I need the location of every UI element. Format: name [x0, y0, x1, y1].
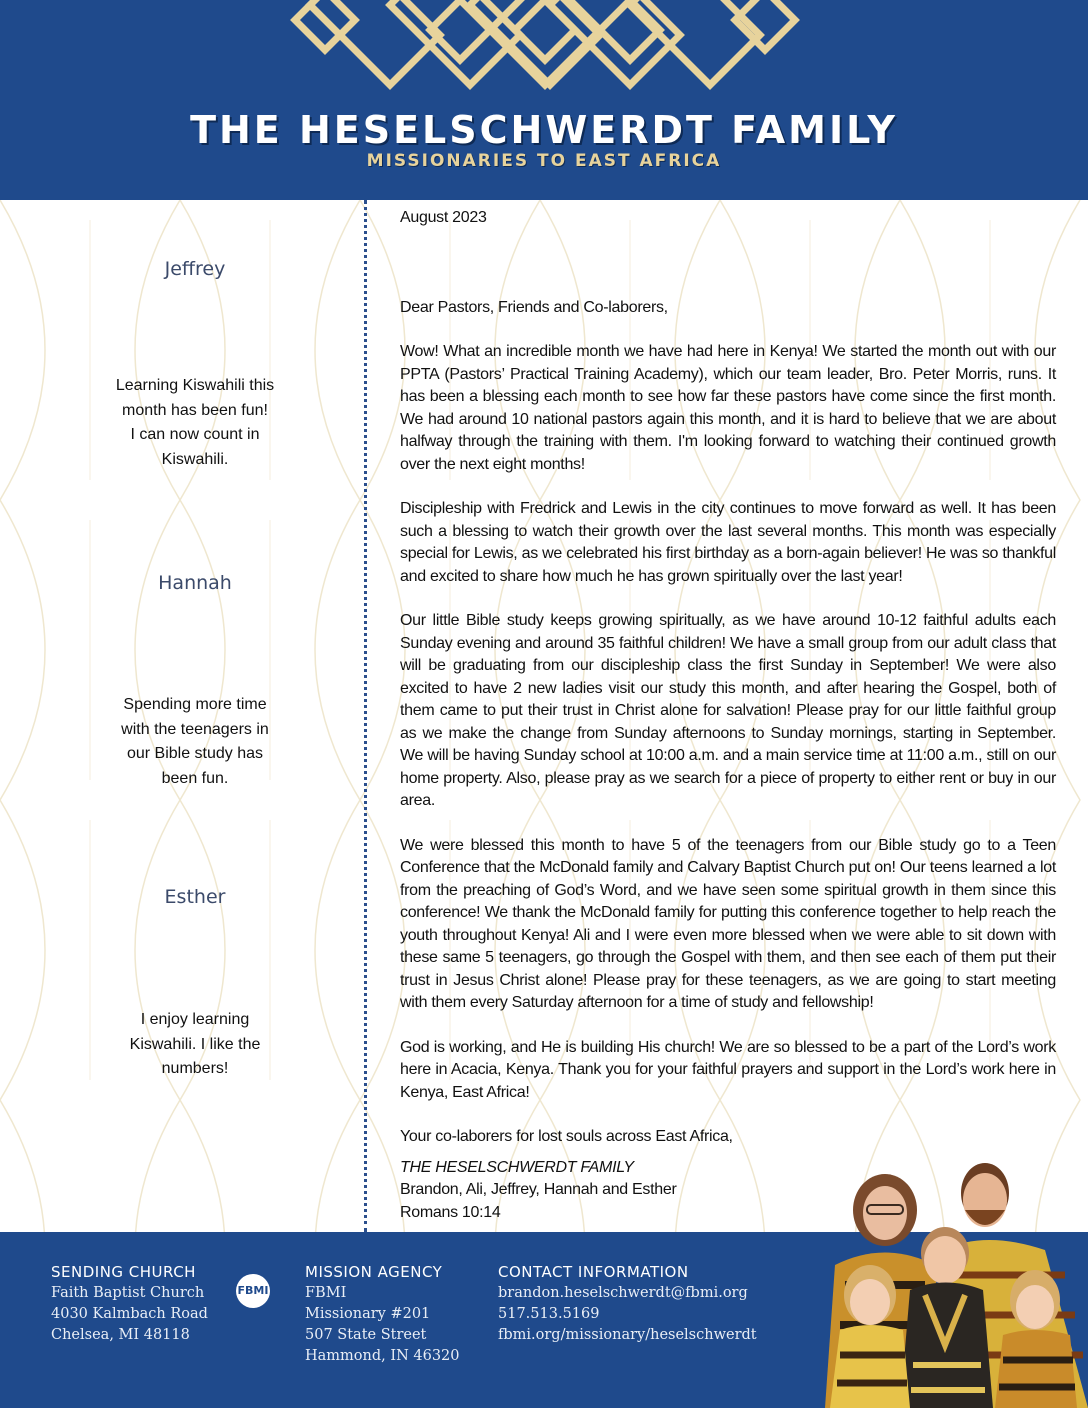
mission-agency-block: [305, 1262, 460, 1367]
contact-website[interactable]: fbmi.org/missionary/heselschwerdt: [498, 1327, 757, 1343]
photo-garment: [995, 1330, 1077, 1408]
footer-line: FBMI: [305, 1285, 347, 1301]
sending-church-block: [51, 1262, 208, 1346]
family-subtitle: MISSIONARIES TO EAST AFRICA: [366, 151, 722, 171]
letter-date: August 2023: [400, 209, 487, 226]
signature-verse: Romans 10:14: [400, 1203, 501, 1221]
kid-note-esther: [100, 1008, 290, 1082]
letter-greeting: Dear Pastors, Friends and Co-laborers,: [400, 298, 668, 316]
footer-line: Faith Baptist Church: [51, 1285, 205, 1301]
mission-agency-heading: MISSION AGENCY: [305, 1263, 443, 1281]
footer-line: Chelsea, MI 48118: [51, 1327, 190, 1343]
note-line: Learning Kiswahili this: [115, 377, 275, 394]
photo-garment: [830, 1325, 910, 1408]
photo-face: [850, 1279, 890, 1325]
kid-note-hannah: [100, 693, 290, 791]
footer-line: 4030 Kalmbach Road: [51, 1306, 208, 1322]
letter-paragraph: Wow! What an incredible month we have had here in Kenya! We started the month out with our PPTA (Pastors’ Practical Training Academy), which our team leader, Bro. Peter Morris, runs. It has been a blessing each month to see how far these pastors have come since the first month. We had around 10 national pastors again this month, and it is hard to believe that we are about halfway through the training with them. I'm looking forward to watching their continued growth over the next eight months!: [400, 343, 1056, 473]
signature-name: THE HESELSCHWERDT FAMILY: [400, 1158, 634, 1176]
letter-closing: Your co-laborers for lost souls across East Africa,: [400, 1128, 733, 1145]
fbmi-logo: FBMI: [236, 1274, 270, 1308]
footer-line: Hammond, IN 46320: [305, 1348, 460, 1364]
family-photo: [785, 1155, 1088, 1408]
kids-sidebar: [0, 200, 365, 1232]
contact-phone: 517.513.5169: [498, 1306, 600, 1322]
letter-paragraph: Our little Bible study keeps growing spiritually, as we have around 10-12 faithful adults each Sunday evening and around 35 faithful children! We have a small group from our adult class that will be graduating from our discipleship class the first Sunday in September! We were also excited to have 2 new ladies visit our study this month, and after hearing the Gospel, both of them came to put their trust in Christ alone for salvation! Please pray for our little faithful group as we make the change from Sunday afternoons to Sunday mornings, starting in September. We will be having Sunday school at 10:00 a.m. and a main service time at 11:00 a.m., still on our home property. Also, please pray as we search for a piece of property to either rent or buy in our area.: [400, 612, 1056, 809]
gold-knot-ornament: [290, 0, 800, 100]
note-line: Spending more time: [123, 696, 267, 713]
photo-face: [1016, 1285, 1054, 1329]
kid-name-hannah: Hannah: [158, 572, 232, 594]
note-line: our Bible study has: [126, 745, 264, 762]
contact-heading: CONTACT INFORMATION: [498, 1263, 689, 1281]
family-title: THE HESELSCHWERDT FAMILY: [190, 108, 898, 152]
letter-paragraph: God is working, and He is building His church! We are so blessed to be a part of the Lord’s work here in Acacia, Kenya. Thank you for your faithful prayers and support in the Lord’s work here in Kenya, East Africa!: [400, 1038, 1056, 1101]
letter-paragraph: We were blessed this month to have 5 of the teenagers from our Bible study go to a Teen Conference that the McDonald family and Calvary Baptist Church put on! Our teens learned a lot from the preaching of God’s Word, and we have seen some spiritual growth in them since this conference! We thank the McDonald family for putting this conference together to help reach the youth throughout Kenya! Ali and I were even more blessed when we were able to sit down with these same 5 teenagers, go through the Gospel with them, and then see each of them put their trust in Jesus Christ alone! Please pray for these teenagers, as we are going to start meeting with them every Saturday afternoon for a time of study and fellowship!: [400, 836, 1056, 1011]
kid-name-esther: Esther: [164, 886, 226, 908]
note-line: Kiswahili. I like the: [129, 1035, 261, 1053]
sending-church-heading: SENDING CHURCH: [51, 1263, 196, 1281]
signature-members: Brandon, Ali, Jeffrey, Hannah and Esther: [400, 1181, 677, 1198]
note-line: I can now count in: [130, 426, 260, 443]
note-line: with the teenagers in: [121, 720, 269, 738]
letter-paragraph: Discipleship with Fredrick and Lewis in the city continues to move forward as well. It has been such a blessing to watch their growth over the last several months. This month was especially special for Lewis, as we celebrated his first birthday as a born-again believer! He was so thankful and excited to share how much he has grown spiritually over the last year!: [400, 500, 1056, 585]
note-line: month has been fun!: [122, 401, 268, 419]
note-line: numbers!: [161, 1060, 229, 1077]
contact-email[interactable]: brandon.heselschwerdt@fbmi.org: [498, 1285, 748, 1301]
footer-line: Missionary #201: [305, 1306, 431, 1322]
kid-note-jeffrey: [100, 374, 290, 472]
note-line: Kiswahili.: [161, 450, 229, 468]
note-line: been fun.: [161, 769, 229, 787]
page-header: [0, 0, 1088, 200]
letter-body: [400, 207, 1056, 1224]
contact-info-block: [498, 1262, 757, 1346]
note-line: I enjoy learning: [140, 1011, 250, 1028]
footer-line: 507 State Street: [305, 1327, 427, 1343]
kid-name-jeffrey: Jeffrey: [164, 258, 226, 280]
photo-face: [924, 1236, 966, 1284]
dotted-divider: [364, 200, 367, 1232]
